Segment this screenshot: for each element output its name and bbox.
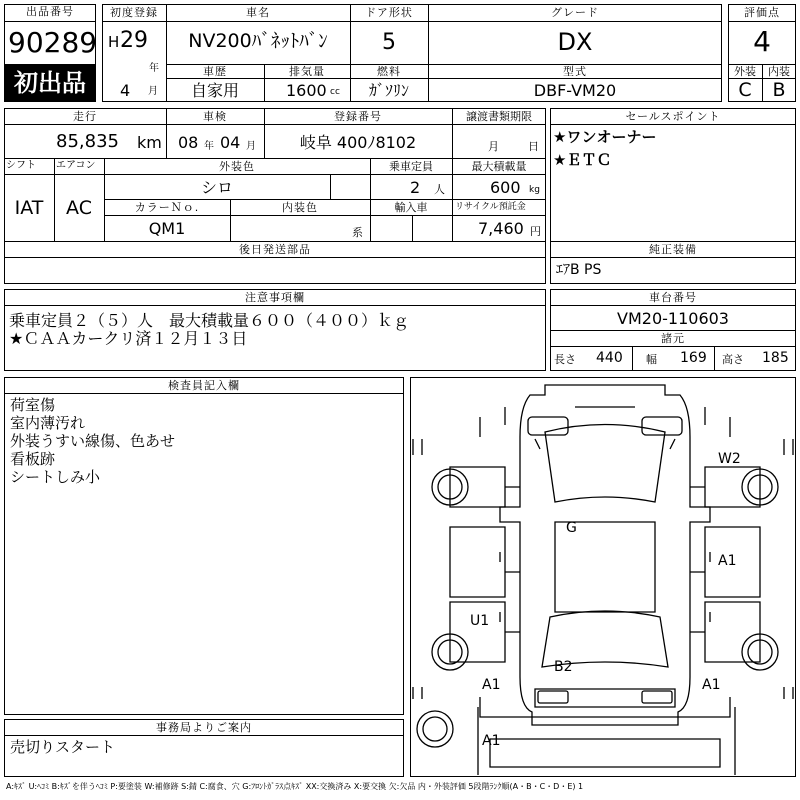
inspector-line-1: 荷室傷	[10, 396, 56, 414]
chassis-label: 車台番号	[649, 291, 697, 304]
fuel: ｶﾞｿﾘﾝ	[368, 81, 409, 100]
selling-points-label: セールスポイント	[625, 110, 721, 123]
inspector-line-3: 外装うすい線傷、色あせ	[10, 432, 176, 450]
notes-line-1: 乗車定員２（５）人 最大積載量６００（４００）ｋｇ	[9, 311, 410, 330]
color-label: 外装色	[219, 160, 255, 173]
inspector-line-2: 室内薄汚れ	[10, 414, 86, 432]
max-load: 600	[490, 178, 521, 197]
displacement-unit: cc	[330, 87, 340, 97]
lot-number-label: 出品番号	[26, 5, 74, 18]
era: H	[108, 33, 120, 51]
int-color-label: 内装色	[282, 201, 318, 214]
office-text: 売切りスタート	[10, 738, 116, 756]
max-load-unit: kg	[529, 185, 540, 195]
damage-mark-b2: B2	[554, 659, 573, 675]
damage-mark-g: G	[566, 520, 577, 536]
lot-number: 90289	[8, 26, 98, 59]
month-unit: 月	[148, 86, 158, 97]
length: 440	[596, 350, 623, 366]
length-label: 長さ	[554, 353, 576, 366]
shift-label: シフト	[6, 160, 36, 171]
fuel-label: 燃料	[377, 65, 401, 78]
score-label: 評価点	[744, 6, 780, 19]
import-label: 輸入車	[394, 201, 428, 214]
width: 169	[680, 350, 707, 366]
genuine-equipment: ｴｱB PS	[556, 262, 602, 278]
reg-no-label: 登録番号	[334, 110, 382, 123]
selling-point-1: ★ワンオーナー	[553, 128, 657, 146]
damage-mark-a1-rear-right: A1	[702, 677, 721, 693]
mileage: 85,835	[56, 131, 119, 152]
shift: IAT	[14, 197, 44, 219]
recycle-unit: 円	[530, 225, 541, 238]
model: DBF-VM20	[533, 81, 617, 100]
month: 4	[120, 81, 131, 100]
inspection-month: 04	[220, 133, 241, 152]
legend: A:ｷｽﾞ U:ﾍｺﾐ B:ｷｽﾞを伴うﾍｺﾐ P:要塗装 W:補修跡 S:錆 C:腐食、穴 G:ﾌﾛﾝﾄｶﾞﾗｽ点ｷｽﾞ XX:交換済み X:要交換 欠:欠品 内・外装評価 5段階ﾗﾝｸ順(A・B・C・D・E) 1	[6, 782, 584, 791]
inspection-year-unit: 年	[204, 141, 214, 152]
year-unit: 年	[149, 63, 159, 74]
displacement-label: 排気量	[289, 65, 325, 78]
height-label: 高さ	[722, 353, 744, 366]
genuine-label: 純正装備	[649, 243, 697, 256]
reg-no: 岐阜 400ﾉ8102	[299, 133, 417, 152]
dims-label: 諸元	[661, 332, 685, 345]
inspector-line-4: 看板跡	[10, 450, 56, 468]
score: 4	[753, 25, 771, 58]
capacity-label: 乗車定員	[389, 160, 433, 173]
mileage-unit: km	[137, 133, 162, 152]
capacity-unit: 人	[434, 183, 445, 196]
history-label: 車歴	[203, 65, 227, 78]
damage-mark-a1-bottom: A1	[482, 733, 501, 749]
model-label: 型式	[563, 65, 587, 78]
damage-mark-a1-rear-left: A1	[482, 677, 501, 693]
door-label: ドア形状	[365, 6, 413, 19]
color-no: QM1	[148, 219, 186, 238]
exterior-grade: C	[738, 79, 752, 101]
grade: DX	[557, 28, 593, 56]
car-diagram	[410, 377, 796, 777]
later-parts-label: 後日発送部品	[239, 243, 311, 256]
max-load-label: 最大積載量	[471, 160, 527, 173]
inspection-month-unit: 月	[246, 141, 256, 152]
displacement: 1600	[286, 81, 327, 100]
damage-mark-w2: W2	[718, 451, 741, 467]
transfer-day-unit: 日	[528, 140, 539, 153]
recycle: 7,460	[478, 219, 524, 238]
exterior-label: 外装	[734, 65, 756, 78]
color-no-label: カラーＮｏ.	[134, 201, 200, 214]
car-name: NV200ﾊﾞﾈｯﾄﾊﾞﾝ	[188, 30, 328, 52]
transfer-label: 譲渡書類期限	[466, 110, 532, 123]
damage-mark-a1-right: A1	[718, 553, 737, 569]
office-label: 事務局よりご案内	[156, 721, 252, 734]
int-color-unit: 系	[352, 226, 363, 239]
capacity: 2	[410, 178, 421, 197]
width-label: 幅	[646, 353, 657, 366]
selling-point-2: ★ＥＴＣ	[553, 151, 612, 169]
first-listing-badge: 初出品	[5, 65, 95, 101]
ac-label: エアコン	[56, 160, 96, 171]
color: シロ	[200, 178, 233, 197]
inspector-label: 検査員記入欄	[168, 379, 240, 392]
ac: AC	[66, 197, 92, 219]
first-reg-label: 初度登録	[110, 6, 158, 19]
interior-label: 内装	[768, 65, 790, 78]
history: 自家用	[190, 81, 239, 100]
recycle-label: リサイクル預託金	[455, 202, 526, 212]
interior-grade: B	[772, 79, 786, 101]
notes-line-2: ★ＣＡＡカークリ済１２月１３日	[9, 329, 248, 348]
height: 185	[762, 350, 789, 366]
grade-label: グレード	[551, 6, 599, 19]
inspection-year: 08	[178, 133, 199, 152]
damage-mark-u1: U1	[470, 613, 490, 629]
notes-label: 注意事項欄	[245, 291, 305, 304]
car-name-label: 車名	[246, 6, 270, 19]
year: 29	[120, 28, 148, 53]
chassis-number: VM20-110603	[617, 309, 729, 328]
inspector-line-5: シートしみ小	[10, 468, 101, 486]
inspection-label: 車検	[203, 110, 227, 123]
mileage-label: 走行	[73, 110, 97, 123]
door: 5	[382, 30, 396, 55]
transfer-month-unit: 月	[488, 140, 499, 153]
